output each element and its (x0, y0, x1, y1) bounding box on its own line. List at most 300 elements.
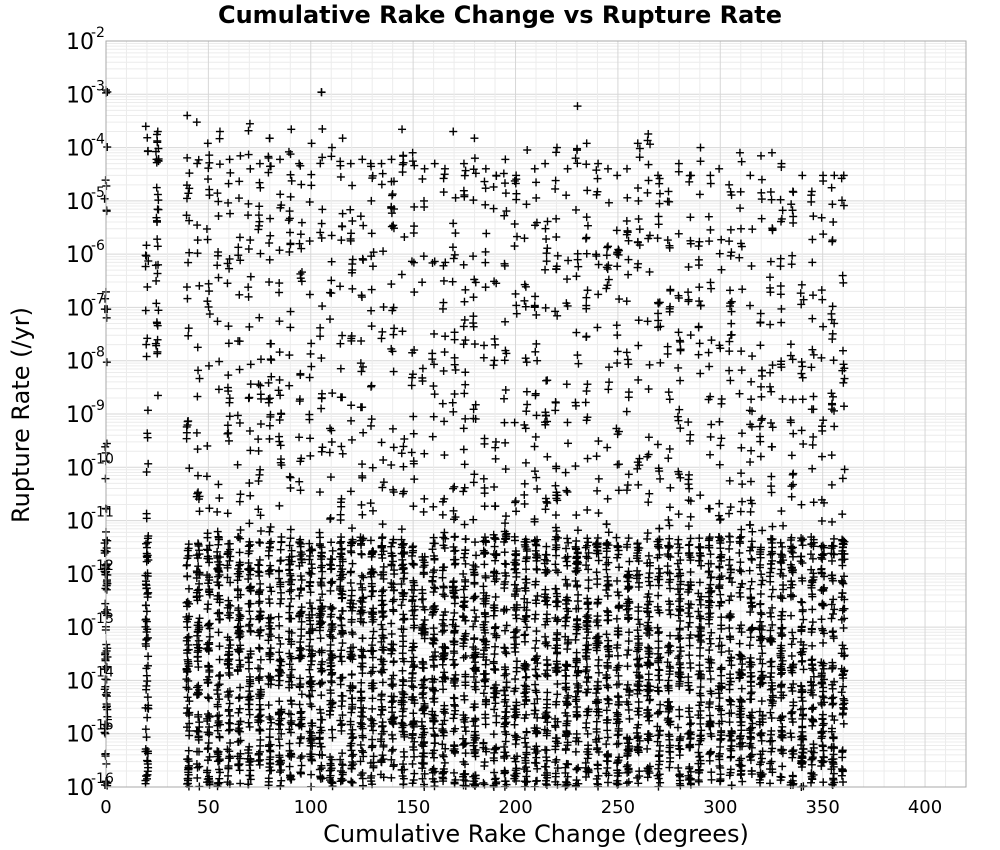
scatter-point (573, 351, 581, 359)
scatter-point (409, 592, 417, 600)
scatter-point (213, 712, 221, 720)
scatter-point (203, 768, 211, 776)
scatter-point (409, 709, 417, 717)
scatter-point (257, 527, 265, 535)
scatter-point (388, 630, 396, 638)
scatter-point (298, 752, 306, 760)
scatter-point (562, 191, 570, 199)
scatter-point (706, 226, 714, 234)
scatter-point (265, 239, 273, 247)
scatter-point (584, 286, 592, 294)
scatter-point (521, 480, 529, 488)
scatter-point (144, 652, 152, 660)
scatter-point (644, 317, 652, 325)
scatter-point (368, 286, 376, 294)
scatter-point (275, 386, 283, 394)
scatter-point (603, 251, 611, 259)
scatter-point (511, 675, 519, 683)
scatter-point (551, 560, 559, 568)
scatter-point (430, 635, 438, 643)
scatter-point (654, 637, 662, 645)
scatter-point (654, 234, 662, 242)
scatter-point (327, 555, 335, 563)
scatter-point (603, 630, 611, 638)
scatter-point (338, 702, 346, 710)
scatter-point (593, 600, 601, 608)
scatter-point (482, 574, 490, 582)
scatter-point (246, 446, 254, 454)
scatter-point (184, 677, 192, 685)
scatter-point (625, 470, 633, 478)
scatter-point (275, 697, 283, 705)
scatter-point (471, 722, 479, 730)
scatter-point (306, 693, 314, 701)
scatter-point (399, 649, 407, 657)
scatter-point (399, 616, 407, 624)
scatter-point (255, 712, 263, 720)
scatter-point (297, 769, 305, 777)
scatter-point (429, 503, 437, 511)
scatter-point (387, 620, 395, 628)
scatter-point (501, 548, 509, 556)
scatter-point (368, 229, 376, 237)
scatter-point (305, 666, 313, 674)
scatter-point (286, 614, 294, 622)
scatter-point (143, 635, 151, 643)
scatter-point (152, 340, 160, 348)
scatter-point (707, 336, 715, 344)
scatter-point (728, 781, 736, 789)
scatter-point (142, 122, 150, 130)
scatter-point (636, 225, 644, 233)
scatter-point (634, 603, 642, 611)
scatter-point (543, 217, 551, 225)
scatter-point (604, 683, 612, 691)
scatter-point (338, 720, 346, 728)
scatter-point (398, 271, 406, 279)
scatter-point (194, 249, 202, 257)
scatter-point (337, 443, 345, 451)
scatter-point (348, 671, 356, 679)
scatter-point (236, 684, 244, 692)
scatter-point (337, 503, 345, 511)
scatter-point (318, 582, 326, 590)
scatter-point (686, 713, 694, 721)
scatter-point (633, 774, 641, 782)
scatter-point (326, 515, 334, 523)
scatter-point (276, 348, 284, 356)
scatter-point (245, 622, 253, 630)
scatter-point (328, 389, 336, 397)
scatter-point (449, 485, 457, 493)
scatter-point (460, 191, 468, 199)
scatter-point (461, 368, 469, 376)
scatter-point (440, 367, 448, 375)
scatter-point (287, 534, 295, 542)
scatter-point (635, 698, 643, 706)
scatter-point (675, 230, 683, 238)
scatter-point (410, 475, 418, 483)
scatter-point (246, 615, 254, 623)
scatter-point (101, 600, 109, 608)
scatter-point (502, 189, 510, 197)
scatter-point (349, 751, 357, 759)
scatter-point (664, 552, 672, 560)
scatter-point (204, 139, 212, 147)
scatter-point (481, 502, 489, 510)
scatter-point (367, 383, 375, 391)
scatter-point (727, 331, 735, 339)
scatter-point (203, 442, 211, 450)
scatter-point (225, 669, 233, 677)
scatter-point (347, 549, 355, 557)
scatter-point (440, 451, 448, 459)
scatter-point (204, 546, 212, 554)
scatter-point (430, 360, 438, 368)
scatter-point (624, 681, 632, 689)
scatter-point (480, 341, 488, 349)
scatter-point (695, 778, 703, 786)
scatter-point (593, 323, 601, 331)
scatter-point (595, 712, 603, 720)
scatter-point (336, 340, 344, 348)
scatter-point (605, 528, 613, 536)
scatter-point (418, 175, 426, 183)
scatter-point (502, 649, 510, 657)
scatter-point (257, 656, 265, 664)
scatter-point (420, 508, 428, 516)
scatter-point (615, 486, 623, 494)
scatter-point (451, 547, 459, 555)
scatter-point (552, 398, 560, 406)
scatter-point (418, 759, 426, 767)
scatter-point (256, 539, 264, 547)
scatter-point (582, 235, 590, 243)
scatter-point (737, 508, 745, 516)
scatter-point (543, 672, 551, 680)
scatter-point (623, 779, 631, 787)
scatter-point (481, 201, 489, 209)
scatter-point (266, 422, 274, 430)
scatter-point (686, 619, 694, 627)
scatter-point (571, 462, 579, 470)
scatter-point (460, 298, 468, 306)
scatter-point (296, 240, 304, 248)
scatter-point (318, 574, 326, 582)
scatter-point (461, 560, 469, 568)
scatter-point (257, 420, 265, 428)
scatter-point (327, 427, 335, 435)
scatter-point (286, 763, 294, 771)
scatter-point (246, 120, 254, 128)
scatter-point (266, 215, 274, 223)
scatter-point (439, 590, 447, 598)
scatter-point (204, 662, 212, 670)
scatter-point (543, 249, 551, 257)
scatter-point (572, 577, 580, 585)
scatter-point (656, 747, 664, 755)
scatter-point (194, 366, 202, 374)
scatter-point (513, 233, 521, 241)
scatter-point (491, 502, 499, 510)
scatter-point (236, 548, 244, 556)
scatter-point (410, 229, 418, 237)
scatter-point (338, 749, 346, 757)
scatter-point (286, 587, 294, 595)
scatter-point (695, 283, 703, 291)
scatter-point (388, 155, 396, 163)
scatter-point (348, 746, 356, 754)
scatter-point (326, 315, 334, 323)
scatter-point (440, 622, 448, 630)
scatter-point (441, 592, 449, 600)
scatter-point (348, 560, 356, 568)
scatter-point (286, 772, 294, 780)
scatter-point (582, 561, 590, 569)
scatter-point (398, 625, 406, 633)
scatter-point (532, 340, 540, 348)
scatter-point (646, 649, 654, 657)
scatter-point (676, 337, 684, 345)
scatter-point (277, 410, 285, 418)
scatter-point (379, 170, 387, 178)
scatter-point (623, 217, 631, 225)
scatter-point (664, 236, 672, 244)
scatter-point (716, 591, 724, 599)
scatter-point (543, 656, 551, 664)
scatter-point (326, 760, 334, 768)
scatter-point (696, 737, 704, 745)
scatter-point (358, 403, 366, 411)
scatter-point (551, 185, 559, 193)
scatter-point (226, 671, 234, 679)
scatter-point (675, 565, 683, 573)
scatter-point (225, 180, 233, 188)
scatter-point (736, 558, 744, 566)
scatter-point (635, 772, 643, 780)
scatter-point (256, 725, 264, 733)
scatter-point (153, 218, 161, 226)
scatter-point (511, 498, 519, 506)
scatter-point (726, 612, 734, 620)
scatter-point (378, 438, 386, 446)
scatter-point (654, 765, 662, 773)
scatter-point (542, 235, 550, 243)
scatter-point (695, 753, 703, 761)
scatter-point (388, 747, 396, 755)
scatter-point (726, 718, 734, 726)
scatter-point (541, 160, 549, 168)
scatter-point (247, 380, 255, 388)
scatter-point (143, 544, 151, 552)
scatter-point (307, 181, 315, 189)
scatter-point (531, 644, 539, 652)
scatter-point (469, 516, 477, 524)
scatter-point (338, 594, 346, 602)
scatter-point (695, 351, 703, 359)
scatter-point (285, 602, 293, 610)
scatter-point (625, 534, 633, 542)
scatter-point (358, 708, 366, 716)
scatter-point (623, 348, 631, 356)
scatter-point (705, 213, 713, 221)
scatter-point (287, 193, 295, 201)
scatter-point (533, 592, 541, 600)
scatter-point (469, 561, 477, 569)
scatter-point (267, 566, 275, 574)
scatter-point (409, 577, 417, 585)
scatter-point (441, 332, 449, 340)
scatter-point (286, 484, 294, 492)
scatter-point (615, 563, 623, 571)
scatter-point (103, 207, 111, 215)
scatter-point (676, 751, 684, 759)
scatter-point (705, 349, 713, 357)
scatter-point (257, 395, 265, 403)
scatter-point (226, 155, 234, 163)
scatter-point (225, 437, 233, 445)
scatter-point (318, 716, 326, 724)
scatter-point (582, 160, 590, 168)
scatter-point (185, 633, 193, 641)
scatter-point (582, 719, 590, 727)
scatter-point (378, 534, 386, 542)
scatter-point (736, 204, 744, 212)
scatter-point (644, 713, 652, 721)
scatter-point (634, 615, 642, 623)
scatter-point (605, 700, 613, 708)
scatter-point (358, 155, 366, 163)
scatter-point (573, 712, 581, 720)
scatter-point (623, 297, 631, 305)
scatter-point (389, 746, 397, 754)
scatter-point (449, 128, 457, 136)
scatter-point (183, 111, 191, 119)
scatter-point (676, 347, 684, 355)
scatter-point (357, 688, 365, 696)
scatter-point (318, 220, 326, 228)
scatter-point (512, 611, 520, 619)
scatter-point (337, 767, 345, 775)
scatter-point (625, 778, 633, 786)
scatter-point (614, 758, 622, 766)
scatter-point (593, 618, 601, 626)
scatter-point (603, 244, 611, 252)
scatter-point (215, 615, 223, 623)
scatter-point (553, 690, 561, 698)
scatter-point (604, 778, 612, 786)
scatter-point (400, 615, 408, 623)
scatter-point (511, 592, 519, 600)
scatter-point (225, 719, 233, 727)
scatter-point (564, 439, 572, 447)
scatter-point (584, 741, 592, 749)
scatter-point (472, 613, 480, 621)
scatter-point (236, 693, 244, 701)
scatter-point (624, 360, 632, 368)
scatter-point (554, 568, 562, 576)
scatter-point (697, 683, 705, 691)
scatter-point (185, 464, 193, 472)
scatter-point (276, 782, 284, 790)
scatter-point (623, 486, 631, 494)
scatter-point (267, 355, 275, 363)
scatter-point (604, 165, 612, 173)
scatter-point (490, 183, 498, 191)
scatter-point (410, 561, 418, 569)
scatter-point (430, 624, 438, 632)
scatter-point (625, 388, 633, 396)
scatter-point (277, 538, 285, 546)
scatter-point (143, 677, 151, 685)
scatter-point (297, 708, 305, 716)
scatter-point (347, 160, 355, 168)
scatter-point (234, 709, 242, 717)
scatter-point (674, 549, 682, 557)
scatter-point (438, 628, 446, 636)
scatter-point (460, 445, 468, 453)
scatter-point (490, 745, 498, 753)
scatter-point (613, 171, 621, 179)
scatter-point (358, 291, 366, 299)
scatter-point (492, 634, 500, 642)
scatter-point (633, 465, 641, 473)
scatter-point (675, 771, 683, 779)
scatter-point (604, 592, 612, 600)
scatter-point (655, 666, 663, 674)
scatter-point (593, 633, 601, 641)
scatter-point (543, 257, 551, 265)
scatter-point (369, 588, 377, 596)
scatter-point (512, 301, 520, 309)
scatter-point (707, 640, 715, 648)
scatter-point (182, 675, 190, 683)
scatter-point (254, 664, 262, 672)
scatter-point (736, 640, 744, 648)
scatter-point (277, 777, 285, 785)
scatter-point (421, 616, 429, 624)
scatter-point (561, 666, 569, 674)
scatter-point (707, 675, 715, 683)
scatter-point (542, 412, 550, 420)
scatter-point (490, 361, 498, 369)
scatter-point (194, 445, 202, 453)
scatter-point (234, 411, 242, 419)
scatter-point (285, 710, 293, 718)
scatter-point (491, 643, 499, 651)
scatter-point (492, 774, 500, 782)
scatter-point (399, 490, 407, 498)
scatter-point (675, 652, 683, 660)
scatter-point (369, 668, 377, 676)
scatter-point (236, 779, 244, 787)
scatter-point (348, 539, 356, 547)
scatter-point (275, 279, 283, 287)
scatter-point (583, 139, 591, 147)
scatter-point (194, 236, 202, 244)
scatter-point (245, 607, 253, 615)
scatter-point (676, 617, 684, 625)
scatter-point (736, 593, 744, 601)
scatter-point (645, 176, 653, 184)
scatter-point (256, 580, 264, 588)
scatter-point (584, 565, 592, 573)
scatter-point (370, 628, 378, 636)
scatter-point (735, 549, 743, 557)
scatter-point (613, 331, 621, 339)
scatter-point (265, 630, 273, 638)
scatter-point (460, 603, 468, 611)
